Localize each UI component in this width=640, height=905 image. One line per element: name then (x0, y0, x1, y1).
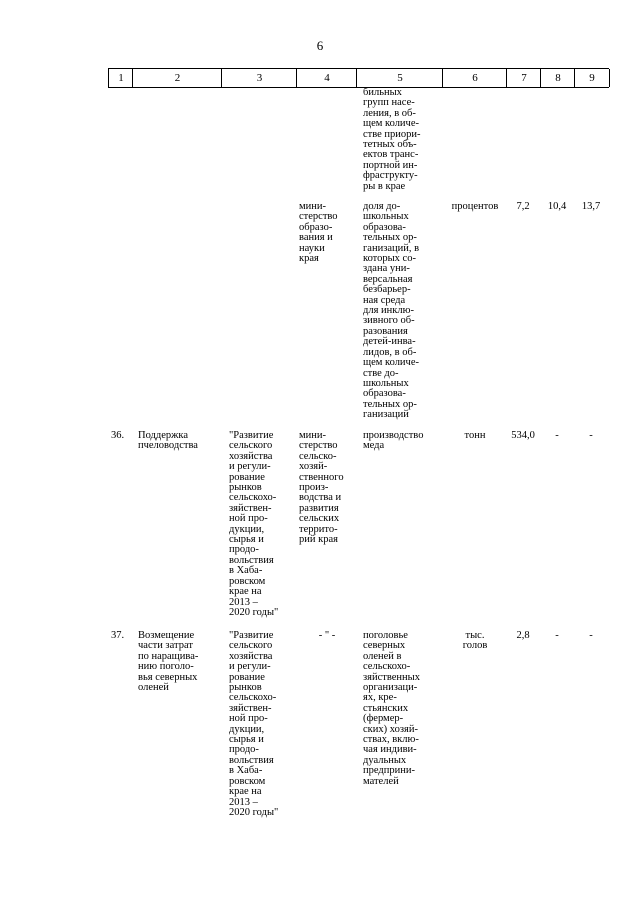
row-37-executor: - " - (318, 630, 336, 641)
row-37-value-8: - (555, 630, 559, 641)
header-col-3: 3 (221, 69, 297, 87)
row-37-measure: Возмещение части затрат по наращива- нию поголо- вья северных оленей (138, 630, 199, 694)
row-b-value-9: 13,7 (581, 201, 601, 212)
row-36-program: "Развитие сельского хозяйства и регули- рование рынков сельскохо- зяйствен- ной про- дукции, сырья и продо- вольствия в Хаба- ровском крае на 2013 – 2020 годы" (229, 430, 279, 618)
row-37-number: 37. (111, 630, 125, 641)
header-col-1: 1 (108, 69, 133, 87)
row-36-unit: тонн (464, 430, 486, 441)
row-b-value-7: 7,2 (516, 201, 530, 212)
row-b-indicator: доля до- школьных образова- тельных ор- ганизаций, в которых со- здана уни- версальная безбарьер- ная среда для инклю- зивного об- разования детей-инва- лидов, в об- щем количе- стве до- школьных образова- тельных ор- ганизаций (363, 201, 420, 421)
header-col-7: 7 (506, 69, 541, 87)
row-37-program: "Развитие сельского хозяйства и регули- рование рынков сельскохо- зяйствен- ной про- дукции, сырья и продо- вольствия в Хаба- ровском крае на 2013 – 2020 годы" (229, 630, 279, 818)
row-b-unit: процентов (451, 201, 499, 212)
table-header-row (108, 68, 609, 88)
row-36-value-8: - (555, 430, 559, 441)
row-36-value-7: 534,0 (511, 430, 535, 441)
row-36-executor: мини- стерство сельско- хозяй- ственного произ- водства и развития сельских террито- рий края (299, 430, 344, 546)
header-col-4: 4 (296, 69, 357, 87)
page-number: 6 (316, 38, 324, 53)
continued-indicator-text: бильных групп насе- ления, в об- щем количе- стве приори- тетных объ- ектов транс- портной ин- фраструкту- ры в крае (363, 87, 421, 192)
header-col-9: 9 (574, 69, 610, 87)
row-37-indicator: поголовье северных оленей в сельскохо- зяйственных организаци- ях, кре- стьянских (фермер- ских) хозяй- ствах, вклю- чая индиви- дуальных предприни- мателей (363, 630, 420, 787)
row-36-value-9: - (589, 430, 593, 441)
header-col-6: 6 (442, 69, 507, 87)
row-b-executor: мини- стерство образо- вания и науки края (299, 201, 338, 265)
row-36-measure: Поддержка пчеловодства (138, 430, 198, 452)
row-36-indicator: производство меда (363, 430, 424, 452)
row-b-value-8: 10,4 (547, 201, 567, 212)
header-col-8: 8 (540, 69, 575, 87)
row-37-value-9: - (589, 630, 593, 641)
header-col-5: 5 (356, 69, 443, 87)
row-37-value-7: 2,8 (516, 630, 530, 641)
row-37-unit: тыс. голов (462, 630, 488, 652)
row-36-number: 36. (111, 430, 125, 441)
header-col-2: 2 (132, 69, 222, 87)
